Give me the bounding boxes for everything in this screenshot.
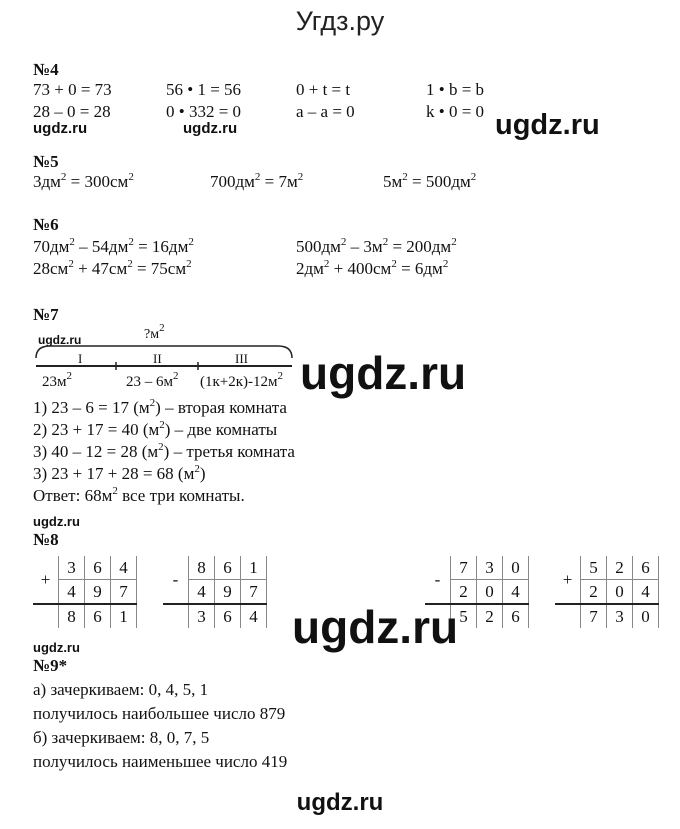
column-calc-2 [163,556,267,628]
col2-op: - [163,556,189,604]
digit: 4 [503,580,529,605]
diagram-part-2: II [153,351,162,366]
watermark-small: ugdz.ru [183,120,238,137]
diagram-bottom-1: $23м^2$ [42,370,72,390]
digit: 5 [581,556,607,580]
footer-watermark: ugdz.ru [296,789,384,816]
watermark-small: ugdz.ru [33,514,80,529]
col3-op: - [425,556,451,604]
digit: 7 [451,556,477,580]
diagram-part-3: III [235,351,248,366]
diagram-total-label: $?м^2$ [144,322,165,342]
watermark-small: ugdz.ru [38,333,82,347]
digit: 5 [451,604,477,628]
task7-line-1: 1) 23 – 6 = 17 $(м^2)$ – вторая комната [33,397,287,417]
digit: 3 [477,556,503,580]
task4-r1c4: 1 • b = b [426,80,485,99]
digit: 3 [607,604,633,628]
column-calc-1 [33,556,137,628]
digit: 2 [451,580,477,605]
digit: 0 [503,556,529,580]
task4-r2c2: 0 • 332 = 0 [166,102,242,121]
task7-answer: Ответ: $68м^2$ все три комнаты. [33,485,245,505]
task9-line-2: получилось наибольшее число 879 [33,704,286,723]
digit: 4 [189,580,215,605]
task7-line-2: 2) 23 + 17 = 40 $(м^2)$ – две комнаты [33,419,278,439]
digit: 4 [59,580,85,605]
digit: 1 [241,556,267,580]
digit: 0 [633,604,659,628]
digit: 2 [477,604,503,628]
task6-header: №6 [33,215,59,234]
digit: 2 [581,580,607,605]
task6-a: $70дм^2 - 54дм^2 = 16дм^2$ [33,236,194,256]
task6-d: $2дм^2 + 400см^2 = 6дм^2$ [296,258,449,278]
task4-r2c3: a – a = 0 [296,102,355,121]
diagram-part-1: I [78,351,83,366]
digit: 9 [215,580,241,605]
task9-header: №9* [33,656,68,675]
watermark-big: ugdz.ru [292,601,459,653]
task5-item2: $700дм^2 = 7м^2$ [210,171,304,191]
diagram-bottom-2: $23 - 6м^2$ [126,370,179,390]
digit: 4 [633,580,659,605]
digit: 1 [111,604,137,628]
task4-r2c1: 28 – 0 = 28 [33,102,111,121]
task4-r1c1: 73 + 0 = 73 [33,80,112,99]
digit: 4 [111,556,137,580]
task4-r2c4: k • 0 = 0 [426,102,485,121]
digit: 0 [607,580,633,605]
task9-line-3: б) зачеркиваем: 8, 0, 7, 5 [33,728,210,747]
task4-header: №4 [33,60,59,79]
task6-b: $500дм^2 - 3м^2 = 200дм^2$ [296,236,457,256]
digit: 3 [189,604,215,628]
digit: 6 [633,556,659,580]
watermark-small: ugdz.ru [33,120,88,137]
diagram-brace [36,346,292,358]
col4-op: + [555,556,581,604]
task9-line-1: а) зачеркиваем: 0, 4, 5, 1 [33,680,209,699]
task5-item1: $3дм^2 = 300см^2$ [33,171,134,191]
digit: 7 [111,580,137,605]
task7-header: №7 [33,305,59,324]
digit: 7 [581,604,607,628]
task7-line-4: 3) 23 + 17 + 28 = 68 $(м^2)$ [33,463,206,483]
digit: 6 [85,556,111,580]
task9-line-4: получилось наименьшее число 419 [33,752,288,771]
digit: 0 [477,580,503,605]
site-title: Угдз.ру [295,6,385,36]
digit: 8 [189,556,215,580]
watermark-medium: ugdz.ru [495,109,600,141]
task5-item3: $5м^2 = 500дм^2$ [383,171,477,191]
digit: 6 [85,604,111,628]
digit: 3 [59,556,85,580]
watermark-small: ugdz.ru [33,640,80,655]
diagram-bottom-3: $(1к+2к)-12м^2$ [200,370,284,390]
digit: 6 [215,556,241,580]
task4-r1c3: 0 + t = t [296,80,351,99]
task7-line-3: 3) 40 – 12 = 28 $(м^2)$ – третья комната [33,441,295,461]
digit: 4 [241,604,267,628]
digit: 6 [215,604,241,628]
digit: 8 [59,604,85,628]
task8-header: №8 [33,530,59,549]
digit: 7 [241,580,267,605]
task4-r1c2: 56 • 1 = 56 [166,80,242,99]
watermark-big: ugdz.ru [300,347,467,399]
column-calc-4 [555,556,659,628]
digit: 6 [503,604,529,628]
task6-c: $28см^2 + 47см^2 = 75см^2$ [33,258,192,278]
digit: 2 [607,556,633,580]
digit: 9 [85,580,111,605]
task5-header: №5 [33,152,59,171]
col1-op: + [33,556,59,604]
